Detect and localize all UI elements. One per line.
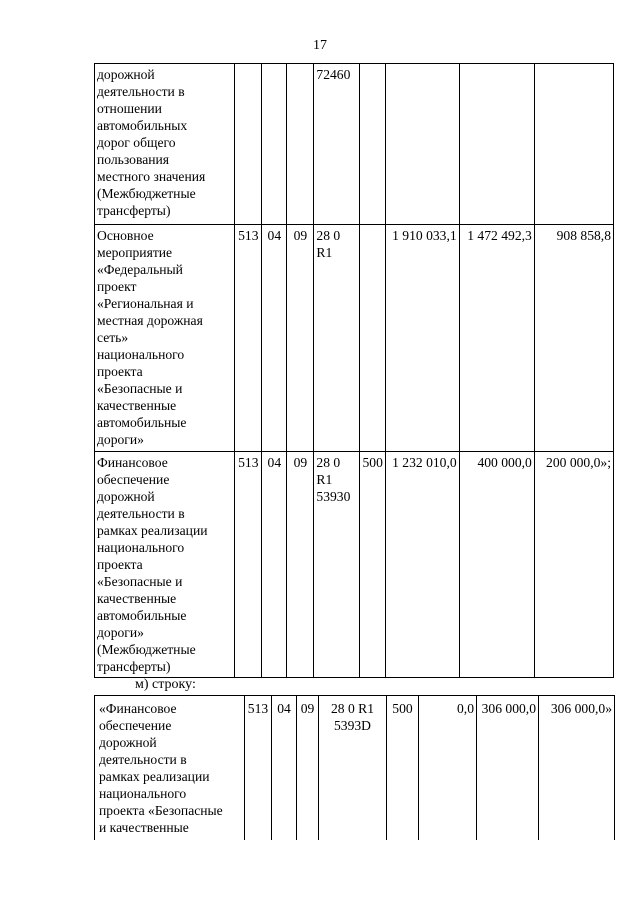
table-row: [95, 64, 614, 225]
page-number: 17: [313, 38, 327, 53]
row-code: 513: [245, 696, 272, 841]
row-section: 04: [262, 452, 287, 678]
row-name: «Финансовое обеспечение дорожной деятельности в рамках реализации национального проекта «Безопасные и качественные: [95, 696, 245, 841]
row-target: 28 0 R1 53930: [314, 452, 360, 678]
row-name: Финансовое обеспечение дорожной деятельности в рамках реализации национального проекта «Безопасные и качественные автомобильные дороги» (Межбюджетные трансферты): [95, 452, 235, 678]
row-value-3: 200 000,0»;: [534, 452, 613, 678]
row-value-3: [534, 64, 613, 225]
row-subsection: [287, 64, 314, 225]
row-value-1: [385, 64, 459, 225]
row-expense-type: [360, 225, 385, 452]
row-value-1: 1 232 010,0: [385, 452, 459, 678]
row-value-2: 1 472 492,3: [459, 225, 534, 452]
row-section: 04: [272, 696, 297, 841]
row-value-2: 400 000,0: [459, 452, 534, 678]
row-name: Основное мероприятие «Федеральный проект «Региональная и местная дорожная сеть» национального проекта «Безопасные и качественные автомобильные дороги»: [95, 225, 235, 452]
budget-table-new-row: [94, 695, 615, 840]
row-value-1: 0,0: [419, 696, 477, 841]
section-label: м) строку:: [135, 677, 196, 692]
row-name: дорожной деятельности в отношении автомобильных дорог общего пользования местного значения (Межбюджетные трансферты): [95, 64, 235, 225]
budget-table-continued: [94, 63, 614, 678]
row-expense-type: 500: [387, 696, 419, 841]
row-section: 04: [262, 225, 287, 452]
row-value-2: [459, 64, 534, 225]
row-subsection: 09: [297, 696, 319, 841]
table-row: [95, 696, 615, 841]
row-expense-type: 500: [360, 452, 385, 678]
table-row: [95, 452, 614, 678]
row-code: 513: [235, 452, 262, 678]
row-subsection: 09: [287, 452, 314, 678]
row-value-3: 908 858,8: [534, 225, 613, 452]
row-value-2: 306 000,0: [477, 696, 539, 841]
row-target: 72460: [314, 64, 360, 225]
row-target: 28 0 R1 5393D: [319, 696, 387, 841]
row-section: [262, 64, 287, 225]
row-value-1: 1 910 033,1: [385, 225, 459, 452]
row-expense-type: [360, 64, 385, 225]
row-code: [235, 64, 262, 225]
row-code: 513: [235, 225, 262, 452]
table-row: [95, 225, 614, 452]
row-value-3: 306 000,0»: [539, 696, 615, 841]
row-target: 28 0 R1: [314, 225, 360, 452]
row-subsection: 09: [287, 225, 314, 452]
